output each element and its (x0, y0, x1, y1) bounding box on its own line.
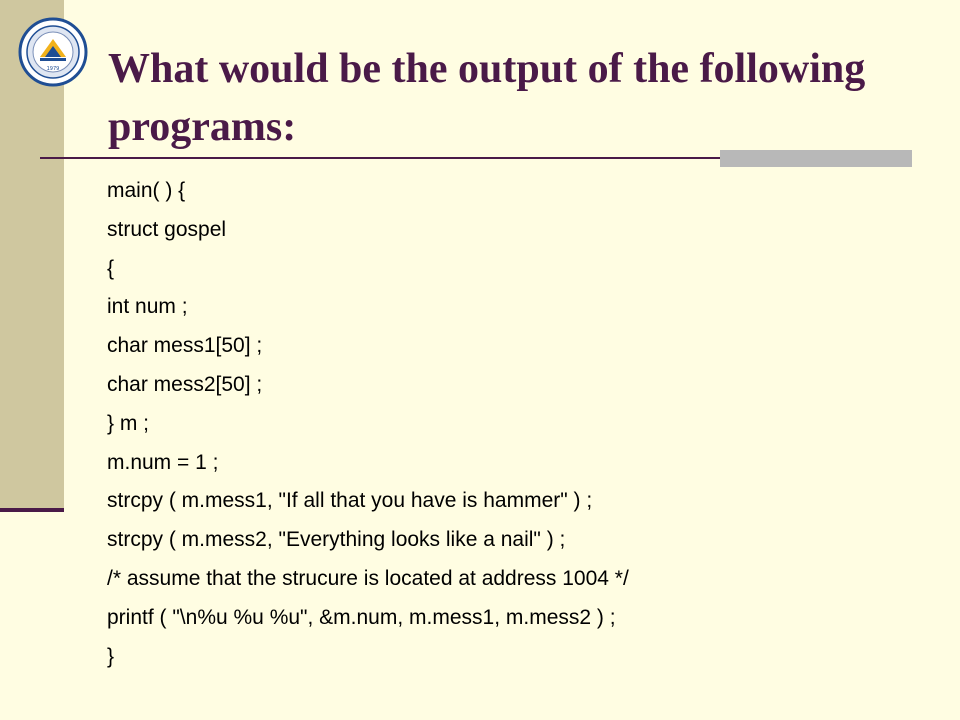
code-line: strcpy ( m.mess2, "Everything looks like a nail" ) ; (107, 528, 566, 552)
left-band-rule (0, 508, 64, 512)
code-line: strcpy ( m.mess1, "If all that you have is hammer" ) ; (107, 489, 593, 513)
code-line: { (107, 256, 115, 280)
code-line: char mess2[50] ; (107, 372, 263, 396)
svg-text:1979: 1979 (46, 66, 60, 72)
code-listing (107, 172, 937, 676)
slide-title: What would be the output of the following programs: (108, 46, 866, 150)
code-line: main( ) { (107, 179, 186, 202)
code-line: char mess1[50] ; (107, 334, 263, 358)
title-divider-accent (720, 150, 912, 167)
code-line: /* assume that the strucure is located at address 1004 */ (107, 566, 629, 590)
code-line: m.num = 1 ; (107, 450, 219, 474)
code-line: printf ( "\n%u %u %u", &m.num, m.mess1, m.mess2 ) ; (107, 605, 616, 629)
code-line: } m ; (107, 411, 150, 435)
code-line: } (107, 644, 115, 668)
code-line: struct gospel (107, 217, 227, 241)
code-line: int num ; (107, 295, 188, 319)
university-seal-icon (18, 17, 88, 87)
